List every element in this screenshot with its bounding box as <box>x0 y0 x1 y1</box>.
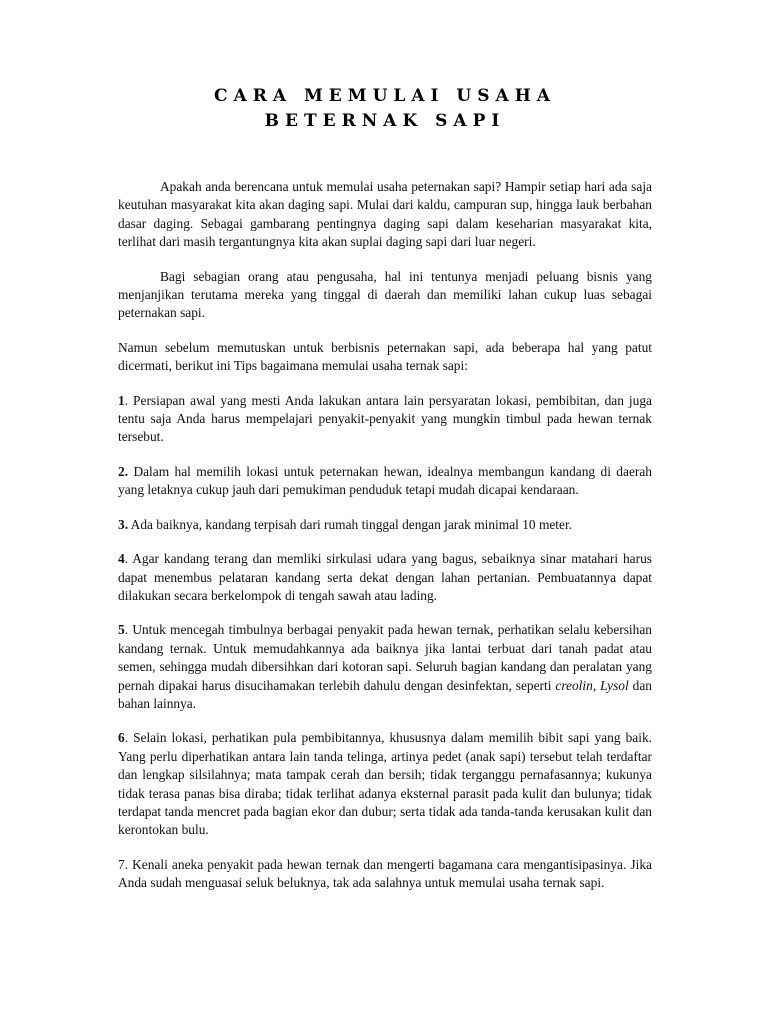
tip-number: 5 <box>118 622 125 638</box>
title-line-2: BETERNAK SAPI <box>264 111 506 131</box>
tip-text: Ada baiknya, kandang terpisah dari rumah tinggal dengan jarak minimal 10 meter. <box>128 516 573 532</box>
tip-paragraph-6 <box>118 729 652 839</box>
tip-paragraph-1 <box>118 392 652 447</box>
tip-paragraph-7 <box>118 856 652 893</box>
tip-italic-term: creolin <box>555 677 593 693</box>
tip-text: 7. Kenali aneka penyakit pada hewan ternak dan mengerti bagamana cara mengantisipasinya. Jika Anda sudah menguasai seluk beluknya, tak ada salahnya untuk memulai usaha ternak sapi. <box>118 856 652 891</box>
tip-text: . Persiapan awal yang mesti Anda lakukan antara lain persyaratan lokasi, pembibitan, dan juga tentu saja Anda harus mempelajari penyakit-penyakit yang mungkin timbul pada hewan ternak tersebut. <box>118 392 652 445</box>
tip-italic-term: Lysol <box>600 677 629 693</box>
tip-text: . Agar kandang terang dan memliki sirkulasi udara yang bagus, sebaiknya sinar matahari harus dapat menembus pelataran kandang serta dekat dengan lahan pertanian. Pembuatannya dapat dilakukan secara berkelompok di tengah sawah atau lading. <box>118 551 652 603</box>
tip-paragraph-3 <box>118 516 652 534</box>
tip-text: . Selain lokasi, perhatikan pula pembibitannya, khususnya dalam memilih bibit sapi yang baik. Yang perlu diperhatikan antara lain tanda telinga, artinya pedet (anak sapi) tersebut telah terdaftar dan lengkap silsilahnya; mata tampak cerah dan bersih; tidak terganggu pernafasannya; kukunya tidak terasa panas bisa diraba; tidak terlihat adanya eksternal parasit pada kulit dan bulunya; tidak terdapat tanda mencret pada bagian ekor dan dubur; serta tidak ada tanda-tanda kerusakan kulit dan kerontokan bulu. <box>118 730 652 838</box>
tip-text: Dalam hal memilih lokasi untuk peternakan hewan, idealnya membangun kandang di daerah yang letaknya cukup jauh dari pemukiman penduduk tetapi mudah dicapai kendaraan. <box>118 463 652 498</box>
tip-paragraph-5 <box>118 621 652 713</box>
document-page <box>118 84 652 909</box>
tip-number: 4 <box>118 551 125 567</box>
intro-paragraph-3: Namun sebelum memutuskan untuk berbisnis peternakan sapi, ada beberapa hal yang patut dicermati, berikut ini Tips bagaimana memulai usaha ternak sapi: <box>118 339 652 374</box>
title-line-1: CARA MEMULAI USAHA <box>214 86 556 106</box>
tip-separator: , <box>592 677 601 693</box>
intro-paragraph-1: Apakah anda berencana untuk memulai usaha peternakan sapi? Hampir setiap hari ada saja keutuhan masyarakat kita akan daging sapi. Mulai dari kaldu, campuran sup, hingga lauk berbahan dasar daging. Sebagai gambarang pentingnya daging sapi dalam keseharian masyarakat kita, terlihat dari masih tergantungnya kita akan suplai daging sapi dari luar negeri. <box>118 179 652 250</box>
tip-text: . Untuk mencegah timbulnya berbagai penyakit pada hewan ternak, perhatikan selalu kebersihan kandang ternak. Untuk memudahkannya ada baiknya jika lantai terbuat dari tanah padat atau semen, sehingga mudah dibersihkan dari kotoran sapi. Seluruh bagian kandang dan peralatan yang pernah dipakai harus disucihamakan terlebih dahulu dengan desinfektan, seperti <box>118 622 652 693</box>
document-title <box>118 84 652 134</box>
tip-number: 6 <box>118 730 125 746</box>
tip-number: 2. <box>118 463 129 479</box>
tip-text-end: dan bahan lainnya. <box>118 677 653 711</box>
tip-paragraph-2 <box>118 463 652 500</box>
tip-number: 3. <box>118 516 129 532</box>
intro-paragraph-2: Bagi sebagian orang atau pengusaha, hal ini tentunya menjadi peluang bisnis yang menjanjikan terutama mereka yang tinggal di daerah dan memiliki lahan cukup luas sebagai peternakan sapi. <box>118 268 652 321</box>
tip-number: 1 <box>118 392 125 408</box>
tip-paragraph-4 <box>118 550 652 605</box>
